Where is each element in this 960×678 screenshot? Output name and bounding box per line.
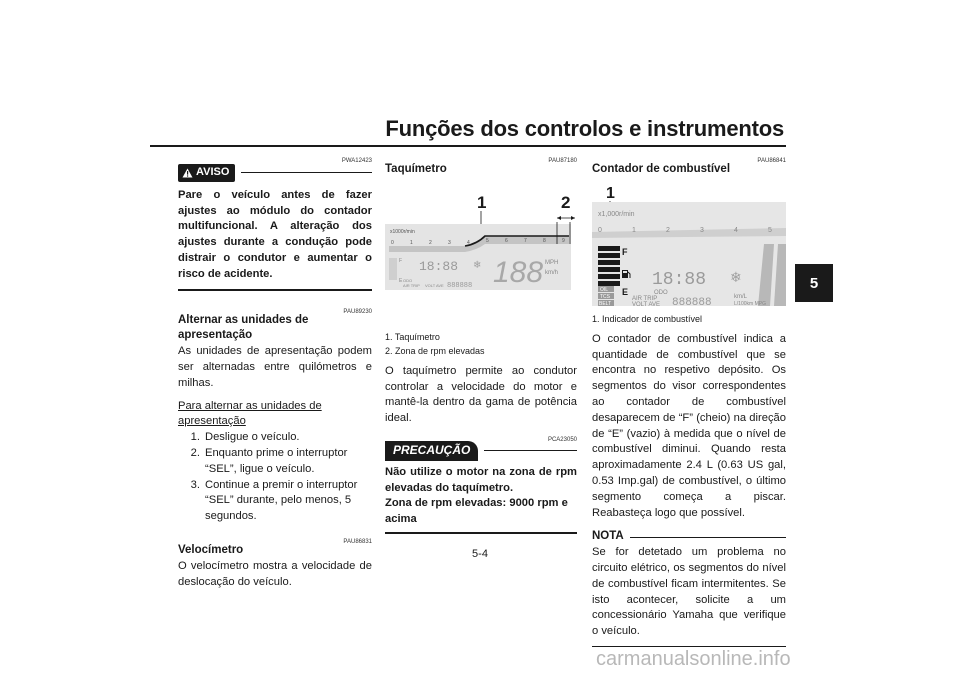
page-title: Funções dos controlos e instrumentos [385, 116, 784, 141]
step-3: 3. Continue a premir o interruptor “SEL” durante, pelo menos, 5 segundos. [190, 478, 358, 523]
fuel-heading: Contador de combustível [592, 163, 731, 175]
fuel-info-odo: ODO [654, 289, 668, 296]
caution-text-2: Zona de rpm elevadas: 9000 rpm e acima [385, 497, 568, 526]
tachometer-figure [385, 184, 577, 290]
header-rule [150, 145, 786, 147]
snow-icon: ❄ [473, 259, 482, 271]
caution-end-rule [385, 532, 577, 534]
caution-rule [484, 450, 577, 451]
tacho-text: O taquímetro permite ao condutor controlar a velocidade do motor e mantê-la dentro da gama de potência ideal. [385, 364, 577, 425]
units-heading: Alternar as unidades de apresentação [178, 313, 309, 342]
tacho-scale-label: x1000r/min [390, 228, 415, 235]
fuel-info-trip: AIR TRIP [632, 295, 658, 302]
fuel-badge-belt: BELT [599, 300, 612, 306]
warning-end-rule [178, 289, 372, 291]
warning-label: AVISO [196, 166, 230, 178]
callout-1: 1 [477, 192, 487, 212]
tacho-speed: 188 [493, 255, 544, 289]
fuel-scale-label: x1,000r/min [598, 210, 635, 218]
tacho-tick-label: 4 [467, 239, 470, 246]
tacho-fuel-e: E [399, 277, 403, 284]
tacho-tick-label: 6 [505, 237, 508, 244]
step-2: 2. Enquanto prime o interruptor “SEL”, ligue o veículo. [190, 446, 348, 475]
speedo-text: O velocímetro mostra a velocidade de deslocação do veículo. [178, 559, 372, 588]
fuel-tick-label: 1 [632, 226, 636, 234]
fuel-badge-tcs: TCS [600, 293, 610, 300]
watermark: carmanualsonline.info [596, 648, 791, 670]
caution-text-1: Não utilize o motor na zona de rpm elevadas do taquímetro. [385, 465, 577, 494]
note-rule [630, 537, 786, 538]
warning-code: PWA12423 [341, 158, 372, 164]
note-end-rule [592, 646, 786, 647]
warning-tag [178, 164, 235, 182]
warning-rule [241, 172, 372, 173]
units-code: PAU89230 [343, 308, 372, 315]
fuel-segment [598, 246, 620, 251]
tacho-unit-mph: MPH [545, 259, 559, 266]
fuel-segment [598, 260, 620, 265]
caution-tag: PRECAUÇÃO [385, 441, 478, 461]
fuel-segment [598, 253, 620, 258]
tacho-caption-1: 1. Taquímetro [385, 331, 440, 342]
column-1 [178, 154, 372, 590]
fuel-snow-icon: ❄ [730, 268, 742, 285]
fuel-odo: 888888 [672, 296, 712, 306]
fuel-tick-label: 0 [598, 226, 602, 234]
warning-header [178, 164, 372, 182]
fuel-caption-1: 1. Indicador de combustível [592, 313, 703, 324]
warning-triangle-icon [182, 168, 193, 178]
fuel-segment [598, 281, 620, 286]
fuel-unit-kml: km/L [734, 293, 748, 300]
fuel-gauge-figure [592, 182, 786, 306]
units-intro: As unidades de apresentação podem ser alternadas entre quilómetros e milhas. [178, 345, 372, 389]
units-subheading: Para alternar as unidades de apresentação [178, 399, 322, 428]
tacho-tick-label: 3 [448, 239, 451, 246]
tacho-tick-label: 1 [410, 239, 413, 246]
column-3 [592, 154, 786, 647]
page-number: 5-4 [472, 548, 488, 560]
warning-text: Pare o veículo antes de fazer ajustes ao módulo do contador multifuncional. A alteração dos ajustes durante a condução pode distrair o condutor e aumentar o risco de acidente. [178, 188, 372, 280]
fuel-e-label: E [622, 286, 629, 297]
fuel-badge-oil: OIL [600, 286, 609, 293]
speedo-code: PAU86831 [343, 538, 372, 545]
tacho-heading: Taquímetro [385, 163, 447, 175]
fuel-tick-label: 2 [666, 226, 670, 234]
tacho-tick-label: 0 [391, 239, 394, 246]
note-header [592, 529, 786, 545]
tacho-odo: 888888 [447, 281, 473, 290]
fuel-segment [598, 267, 620, 272]
fuel-time: 18:88 [652, 269, 707, 290]
tacho-unit-kmh: km/h [545, 269, 559, 276]
tacho-info-odo: ODO [403, 277, 413, 283]
tacho-info-volt: VOLT AVE [425, 282, 444, 288]
step-1: 1. Desligue o veículo. [190, 431, 300, 444]
tacho-info-trip: AIR TRIP [403, 282, 420, 288]
caution-header [385, 441, 577, 461]
fuel-callout-1: 1 [606, 184, 615, 202]
tacho-code: PAU87180 [548, 158, 577, 164]
tacho-tick-label: 2 [429, 239, 432, 246]
fuel-tick-label: 3 [700, 226, 704, 234]
speedo-heading: Velocímetro [178, 543, 244, 556]
fuel-unit-l100: L/100km MPG [734, 300, 766, 306]
tacho-time: 18:88 [419, 258, 459, 274]
fuel-tick-label: 5 [768, 226, 772, 234]
tacho-caption-2: 2. Zona de rpm elevadas [385, 345, 485, 356]
note-text: Se for detetado um problema no circuito elétrico, os segmentos do nível de combustível ficam intermitentes. Se isto acontecer, solicite a um concessionário Yamaha que verifique o veículo. [592, 546, 786, 638]
fuel-info-volt: VOLT AVE [632, 301, 661, 306]
tacho-tick-label: 7 [524, 237, 527, 244]
fuel-text: O contador de combustível indica a quantidade de combustível que se encontra no respetivo depósito. Os segmentos do visor correspondentes ao contador de combustível desaparecem de “F” (cheio) na direção de “E” (vazio) à medida que o nível de combustível diminui. Quando resta aproximadamente 2.4 L (0.63 US gal, 0.53 Imp.gal) de combustível, o último segmento começa a piscar. Reabasteça logo que possível. [592, 332, 786, 519]
fuel-tick-label: 4 [734, 226, 738, 234]
note-label: NOTA [592, 530, 624, 543]
column-2 [385, 154, 577, 534]
fuel-code: PAU86841 [757, 158, 786, 164]
tacho-fuel-f: F [399, 257, 403, 264]
callout-2: 2 [561, 192, 571, 212]
fuel-f-label: F [622, 246, 628, 257]
tacho-tick-label: 9 [562, 237, 565, 244]
caution-code: PCA23050 [547, 436, 577, 443]
tacho-tick-label: 5 [486, 237, 489, 244]
tacho-tick-label: 8 [543, 237, 546, 244]
fuel-segment [598, 274, 620, 279]
section-tab: 5 [795, 264, 833, 302]
